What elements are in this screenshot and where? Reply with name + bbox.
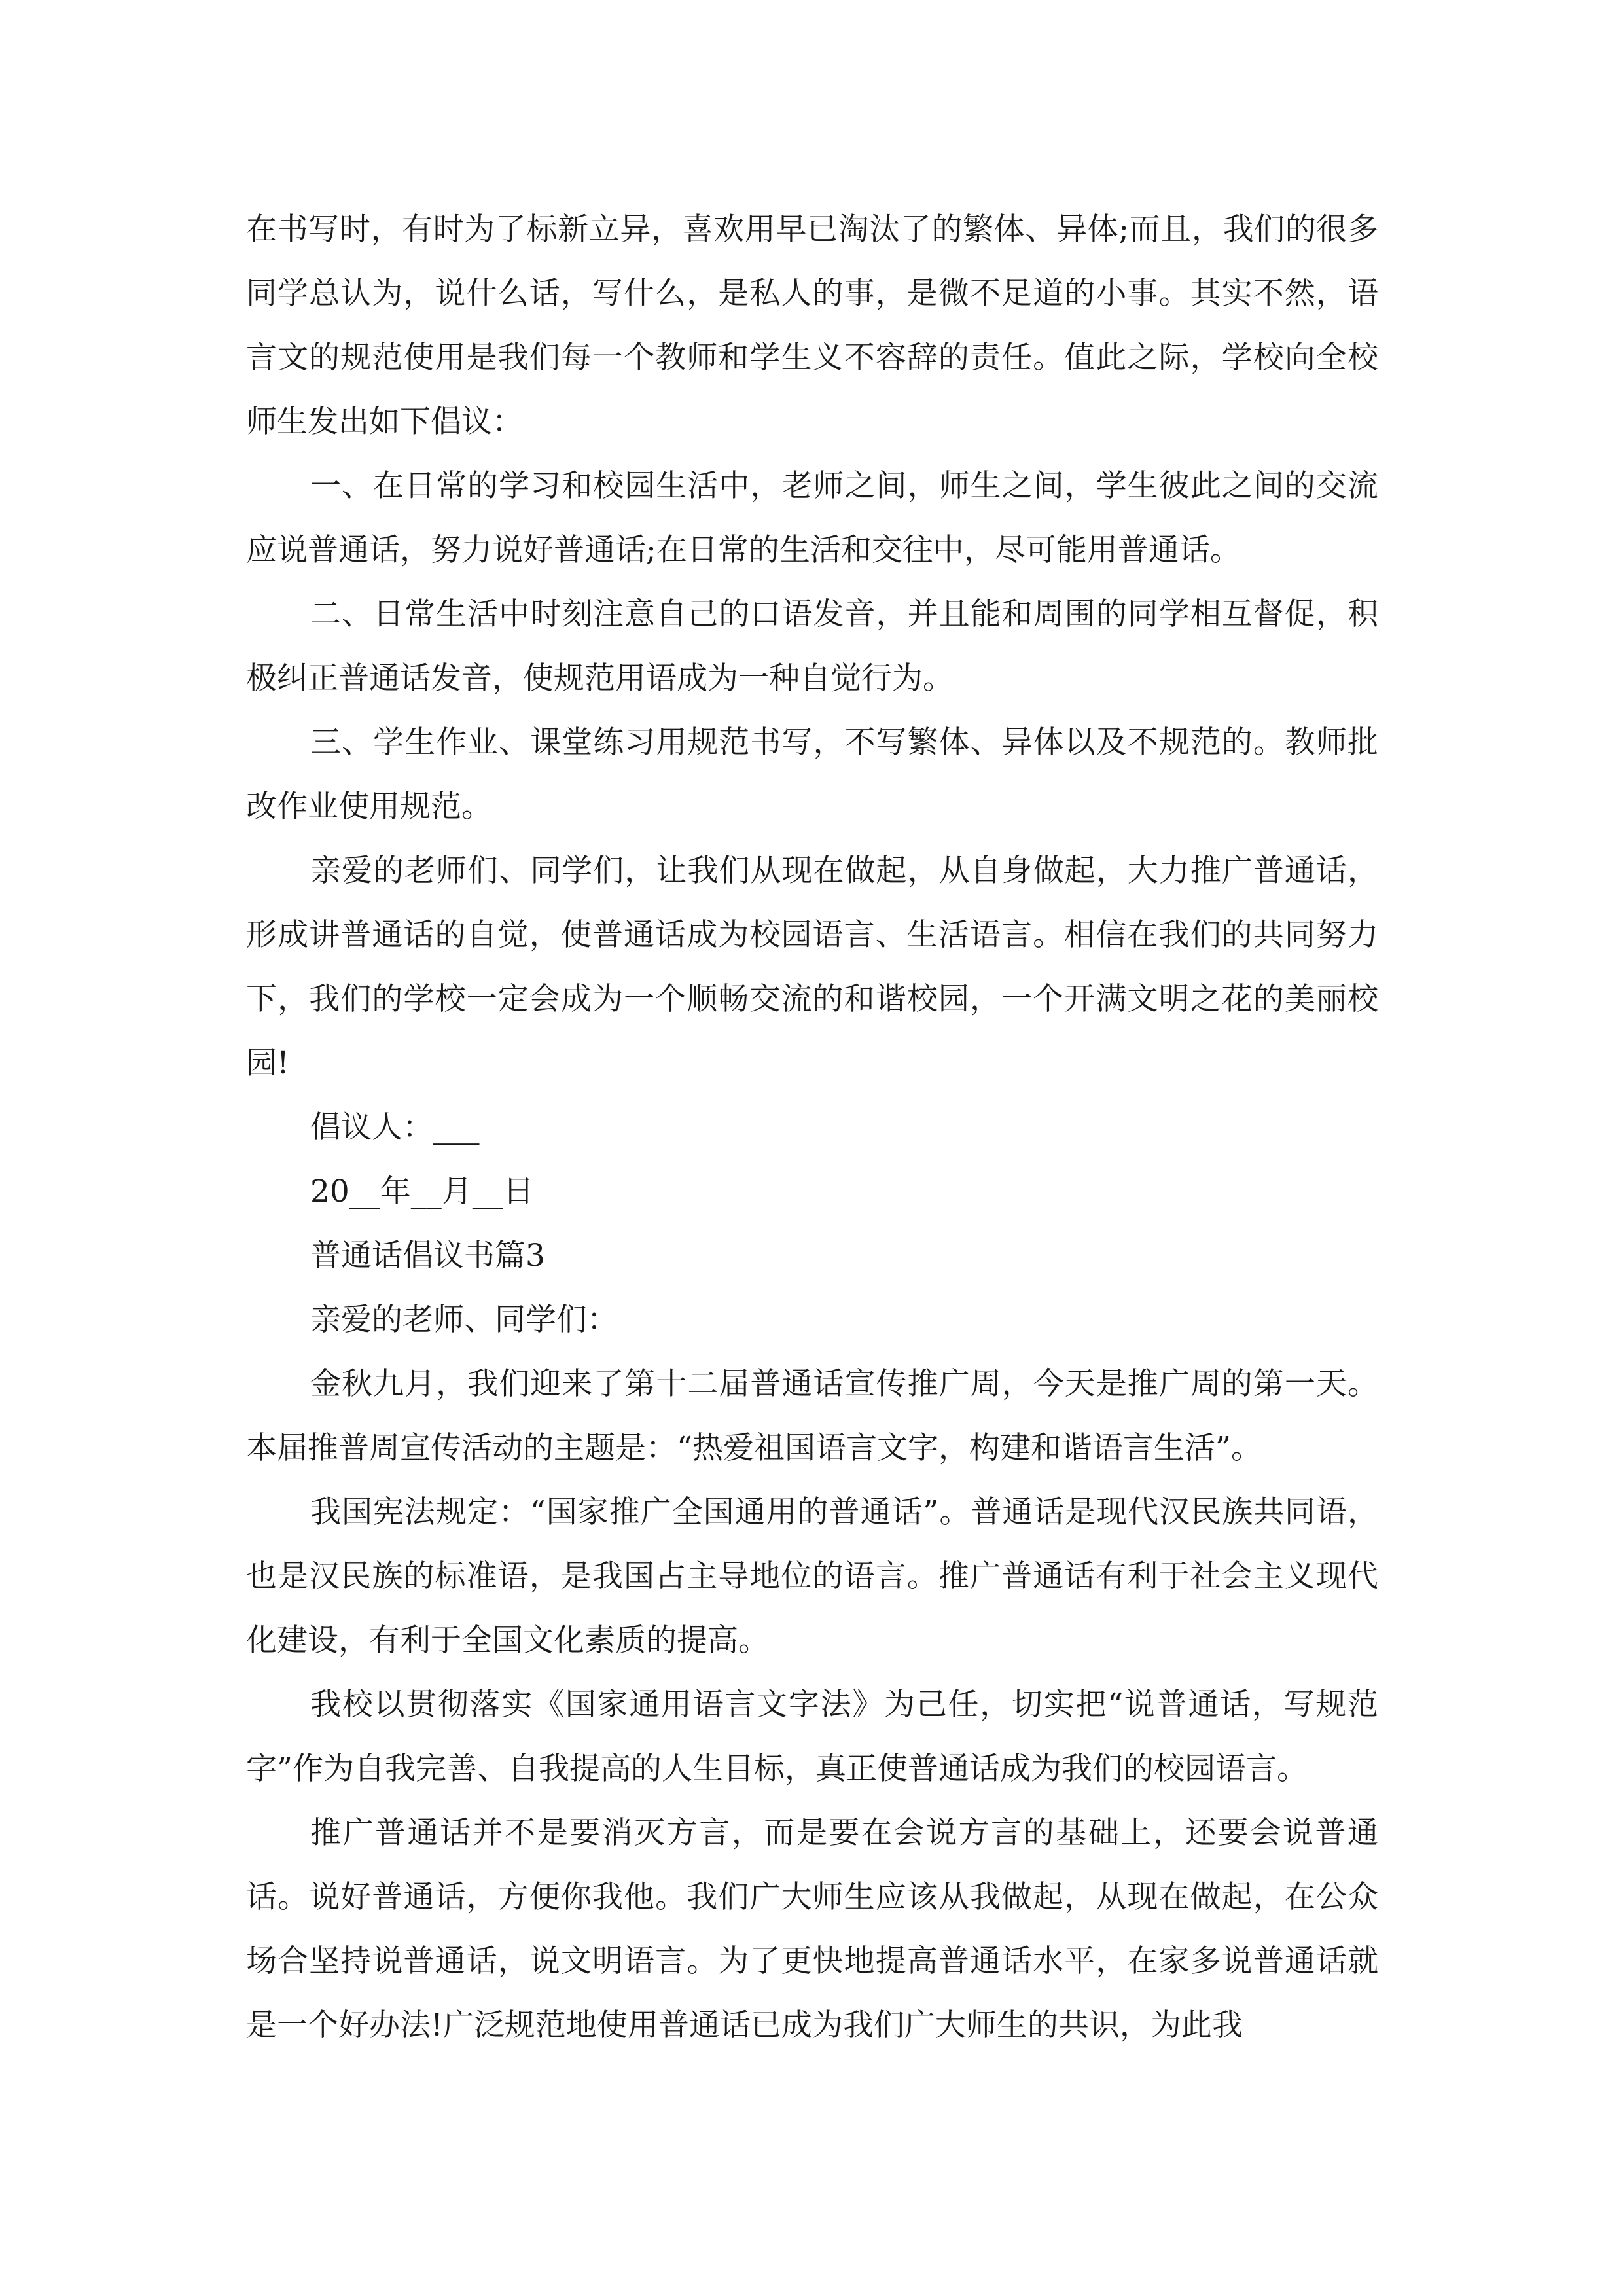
document-body <box>246 198 1378 2058</box>
greeting-line: 亲爱的老师、同学们： <box>310 1302 618 1338</box>
section-title: 普通话倡议书篇3 <box>310 1238 545 1274</box>
signature-line: 倡议人：___ <box>310 1109 480 1145</box>
paragraph-theme: 金秋九月，我们迎来了第十二届普通话宣传推广周，今天是推广周的第一天。本届推普周宣传活动的主题是：“热爱祖国语言文字，构建和谐语言生活”。 <box>246 1366 1378 1466</box>
paragraph-school: 我校以贯彻落实《国家通用语言文字法》为己任，切实把“说普通话，写规范字”作为自我完善、自我提高的人生目标，真正使普通话成为我们的校园语言。 <box>246 1687 1378 1787</box>
paragraph-proposal-3: 三、学生作业、课堂练习用规范书写，不写繁体、异体以及不规范的。教师批改作业使用规范。 <box>246 725 1378 825</box>
paragraph-proposal-2: 二、日常生活中时刻注意自己的口语发音，并且能和周围的同学相互督促，积极纠正普通话发音，使规范用语成为一种自觉行为。 <box>246 596 1378 696</box>
paragraph-constitution: 我国宪法规定：“国家推广全国通用的普通话”。普通话是现代汉民族共同语，也是汉民族的标准语，是我国占主导地位的语言。推广普通话有利于社会主义现代化建设，有利于全国文化素质的提高。 <box>246 1494 1378 1659</box>
paragraph-closing: 亲爱的老师们、同学们，让我们从现在做起，从自身做起，大力推广普通话，形成讲普通话的自觉，使普通话成为校园语言、生活语言。相信在我们的共同努力下，我们的学校一定会成为一个顺畅交流的和谐校园，一个开满文明之花的美丽校园! <box>246 853 1378 1081</box>
paragraph-proposal-1: 一、在日常的学习和校园生活中，老师之间，师生之间，学生彼此之间的交流应说普通话，努力说好普通话;在日常的生活和交往中，尽可能用普通话。 <box>246 468 1378 568</box>
paragraph-intro: 在书写时，有时为了标新立异，喜欢用早已淘汰了的繁体、异体;而且，我们的很多同学总认为，说什么话，写什么，是私人的事，是微不足道的小事。其实不然，语言文的规范使用是我们每一个教师和学生义不容辞的责任。值此之际，学校向全校师生发出如下倡议： <box>246 211 1378 440</box>
date-line: 20__年__月__日 <box>310 1174 534 1210</box>
paragraph-dialect: 推广普通话并不是要消灭方言，而是要在会说方言的基础上，还要会说普通话。说好普通话，方便你我他。我们广大师生应该从我做起，从现在做起，在公众场合坚持说普通话，说文明语言。为了更快地提高普通话水平，在家多说普通话就是一个好办法!广泛规范地使用普通话已成为我们广大师生的共识，为此我 <box>246 1815 1378 2043</box>
